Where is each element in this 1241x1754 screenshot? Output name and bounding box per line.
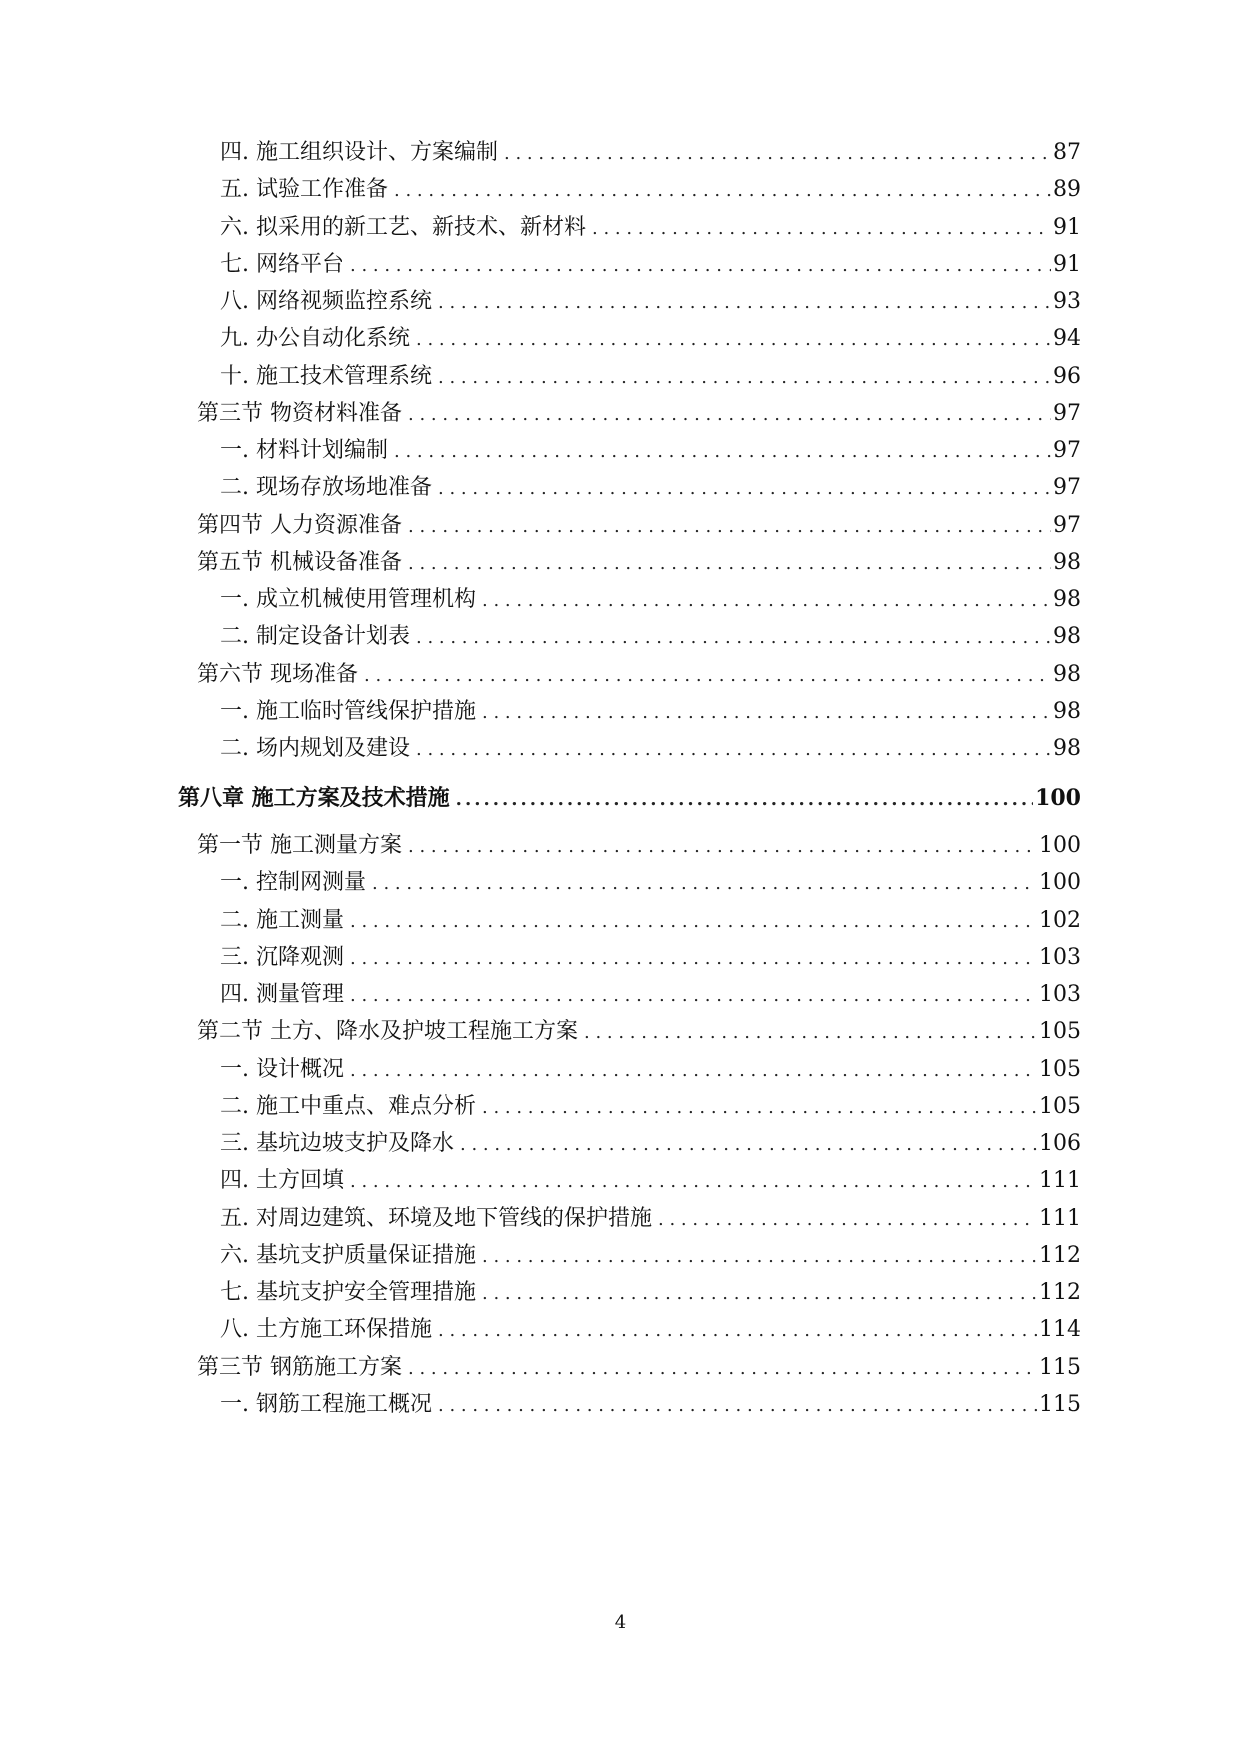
toc-entry-page: 97 [1053, 401, 1081, 426]
toc-entry-title: 八. 网络视频监控系统 [220, 289, 432, 314]
toc-dot-leader [408, 830, 1037, 863]
toc-entry-section [197, 829, 1081, 863]
toc-entry-title: 五. 试验工作准备 [220, 177, 388, 202]
toc-entry-title: 一. 材料计划编制 [220, 438, 388, 463]
page-number: 4 [614, 1612, 627, 1633]
toc-entry-page: 106 [1039, 1131, 1081, 1156]
toc-entry-page: 96 [1053, 364, 1081, 389]
toc-entry-page: 100 [1035, 785, 1081, 811]
toc-entry-page: 91 [1053, 215, 1081, 240]
toc-dot-leader [438, 286, 1051, 319]
toc-entry-item [220, 941, 1081, 975]
toc-entry-page: 93 [1053, 289, 1081, 314]
toc-entry-item [220, 285, 1081, 319]
toc-entry-item [220, 904, 1081, 938]
toc-entry-page: 94 [1053, 326, 1081, 351]
toc-dot-leader [482, 584, 1051, 617]
toc-entry-item [220, 732, 1081, 766]
toc-entry-item [220, 866, 1081, 900]
toc-entry-page: 100 [1039, 870, 1081, 895]
toc-entry-title: 十. 施工技术管理系统 [220, 364, 432, 389]
toc-entry-title: 一. 钢筋工程施工概况 [220, 1392, 432, 1417]
toc-dot-leader [408, 1352, 1037, 1385]
toc-entry-title: 二. 场内规划及建设 [220, 736, 410, 761]
toc-entry-title: 七. 基坑支护安全管理措施 [220, 1280, 476, 1305]
toc-entry-page: 103 [1039, 945, 1081, 970]
toc-dot-leader [482, 696, 1051, 729]
toc-entry-page: 98 [1053, 736, 1081, 761]
toc-dot-leader [350, 249, 1051, 282]
toc-entry-section [197, 546, 1081, 580]
toc-entry-item [220, 471, 1081, 505]
toc-entry-item [220, 1276, 1081, 1310]
toc-dot-leader [592, 212, 1051, 245]
toc-entry-page: 115 [1039, 1392, 1081, 1417]
toc-entry-item [220, 583, 1081, 617]
toc-dot-leader [584, 1016, 1037, 1049]
toc-entry-page: 103 [1039, 982, 1081, 1007]
toc-entry-section [197, 397, 1081, 431]
toc-dot-leader [372, 867, 1037, 900]
toc-entry-section [197, 1351, 1081, 1385]
toc-entry-page: 112 [1039, 1243, 1081, 1268]
toc-entry-title: 三. 基坑边坡支护及降水 [220, 1131, 454, 1156]
toc-entry-title: 七. 网络平台 [220, 252, 344, 277]
toc-entry-page: 105 [1039, 1057, 1081, 1082]
toc-entry-title: 九. 办公自动化系统 [220, 326, 410, 351]
toc-entry-title: 五. 对周边建筑、环境及地下管线的保护措施 [220, 1206, 652, 1231]
toc-entry-page: 100 [1039, 833, 1081, 858]
toc-dot-leader [482, 1091, 1037, 1124]
toc-entry-page: 97 [1053, 513, 1081, 538]
toc-entry-item [220, 136, 1081, 170]
toc-entry-title: 八. 土方施工环保措施 [220, 1317, 432, 1342]
toc-entry-title: 四. 土方回填 [220, 1168, 344, 1193]
toc-entry-item [220, 1053, 1081, 1087]
toc-dot-leader [350, 905, 1037, 938]
toc-dot-leader [350, 942, 1037, 975]
toc-dot-leader [394, 174, 1051, 207]
toc-dot-leader [658, 1203, 1037, 1236]
toc-entry-title: 第三节 钢筋施工方案 [197, 1355, 402, 1380]
toc-entry-page: 114 [1039, 1317, 1081, 1342]
toc-entry-page: 91 [1053, 252, 1081, 277]
toc-dot-leader [504, 137, 1051, 170]
toc-entry-item [220, 1388, 1081, 1422]
toc-entry-page: 98 [1053, 550, 1081, 575]
toc-dot-leader [416, 733, 1051, 766]
toc-entry-item [220, 1202, 1081, 1236]
toc-entry-title: 二. 施工测量 [220, 908, 344, 933]
toc-entry-title: 六. 拟采用的新工艺、新技术、新材料 [220, 215, 586, 240]
toc-entry-title: 第四节 人力资源准备 [197, 513, 402, 538]
toc-entry-item [220, 1090, 1081, 1124]
toc-entry-page: 97 [1053, 438, 1081, 463]
toc-dot-leader [456, 783, 1033, 815]
toc-entry-page: 112 [1039, 1280, 1081, 1305]
toc-dot-leader [416, 621, 1051, 654]
toc-dot-leader [408, 510, 1051, 543]
toc-dot-leader [408, 547, 1051, 580]
toc-entry-title: 一. 施工临时管线保护措施 [220, 699, 476, 724]
toc-entry-title: 三. 沉降观测 [220, 945, 344, 970]
toc-entry-page: 102 [1039, 908, 1081, 933]
toc-entry-item [220, 173, 1081, 207]
toc-entry-chapter [178, 781, 1081, 815]
toc-dot-leader [416, 323, 1051, 356]
toc-entry-title: 六. 基坑支护质量保证措施 [220, 1243, 476, 1268]
toc-entry-section [197, 509, 1081, 543]
toc-entry-section [197, 658, 1081, 692]
toc-dot-leader [350, 1165, 1037, 1198]
toc-entry-item [220, 1313, 1081, 1347]
toc-dot-leader [482, 1277, 1037, 1310]
toc-entry-title: 第五节 机械设备准备 [197, 550, 402, 575]
toc-entry-item [220, 620, 1081, 654]
toc-entry-page: 89 [1053, 177, 1081, 202]
toc-entry-page: 115 [1039, 1355, 1081, 1380]
toc-entry-title: 四. 施工组织设计、方案编制 [220, 140, 498, 165]
toc-dot-leader [438, 472, 1051, 505]
toc-entry-item [220, 322, 1081, 356]
toc-entry-title: 第三节 物资材料准备 [197, 401, 402, 426]
toc-entry-title: 第八章 施工方案及技术措施 [178, 785, 450, 811]
toc-entry-section [197, 1015, 1081, 1049]
toc-entry-item [220, 248, 1081, 282]
toc-entry-page: 111 [1039, 1206, 1081, 1231]
toc-dot-leader [482, 1240, 1037, 1273]
toc-entry-item [220, 1127, 1081, 1161]
toc-entry-item [220, 360, 1081, 394]
toc-entry-page: 98 [1053, 699, 1081, 724]
toc-entry-item [220, 978, 1081, 1012]
toc-entry-page: 98 [1053, 624, 1081, 649]
toc-dot-leader [408, 398, 1051, 431]
toc-entry-item [220, 1164, 1081, 1198]
toc-entry-page: 87 [1053, 140, 1081, 165]
toc-entry-title: 二. 施工中重点、难点分析 [220, 1094, 476, 1119]
toc-entry-item [220, 1239, 1081, 1273]
toc-dot-leader [460, 1128, 1037, 1161]
toc-dot-leader [394, 435, 1051, 468]
toc-dot-leader [438, 1314, 1037, 1347]
toc-entry-title: 二. 现场存放场地准备 [220, 475, 432, 500]
toc-entry-item [220, 695, 1081, 729]
toc-entry-title: 四. 测量管理 [220, 982, 344, 1007]
toc-entry-title: 一. 成立机械使用管理机构 [220, 587, 476, 612]
toc-entry-title: 第二节 土方、降水及护坡工程施工方案 [197, 1019, 578, 1044]
toc-dot-leader [438, 1389, 1037, 1422]
toc-entry-title: 第一节 施工测量方案 [197, 833, 402, 858]
toc-dot-leader [350, 1054, 1037, 1087]
toc-entry-page: 111 [1039, 1168, 1081, 1193]
toc-dot-leader [364, 659, 1051, 692]
toc-entry-title: 一. 控制网测量 [220, 870, 366, 895]
toc-entry-page: 97 [1053, 475, 1081, 500]
toc-entry-page: 98 [1053, 587, 1081, 612]
toc-entry-title: 二. 制定设备计划表 [220, 624, 410, 649]
toc-dot-leader [350, 979, 1037, 1012]
toc-entry-page: 98 [1053, 662, 1081, 687]
toc-entry-item [220, 211, 1081, 245]
toc-entry-page: 105 [1039, 1094, 1081, 1119]
toc-entry-title: 一. 设计概况 [220, 1057, 344, 1082]
toc-dot-leader [438, 361, 1051, 394]
toc-entry-item [220, 434, 1081, 468]
toc-entry-page: 105 [1039, 1019, 1081, 1044]
toc-entry-title: 第六节 现场准备 [197, 662, 358, 687]
